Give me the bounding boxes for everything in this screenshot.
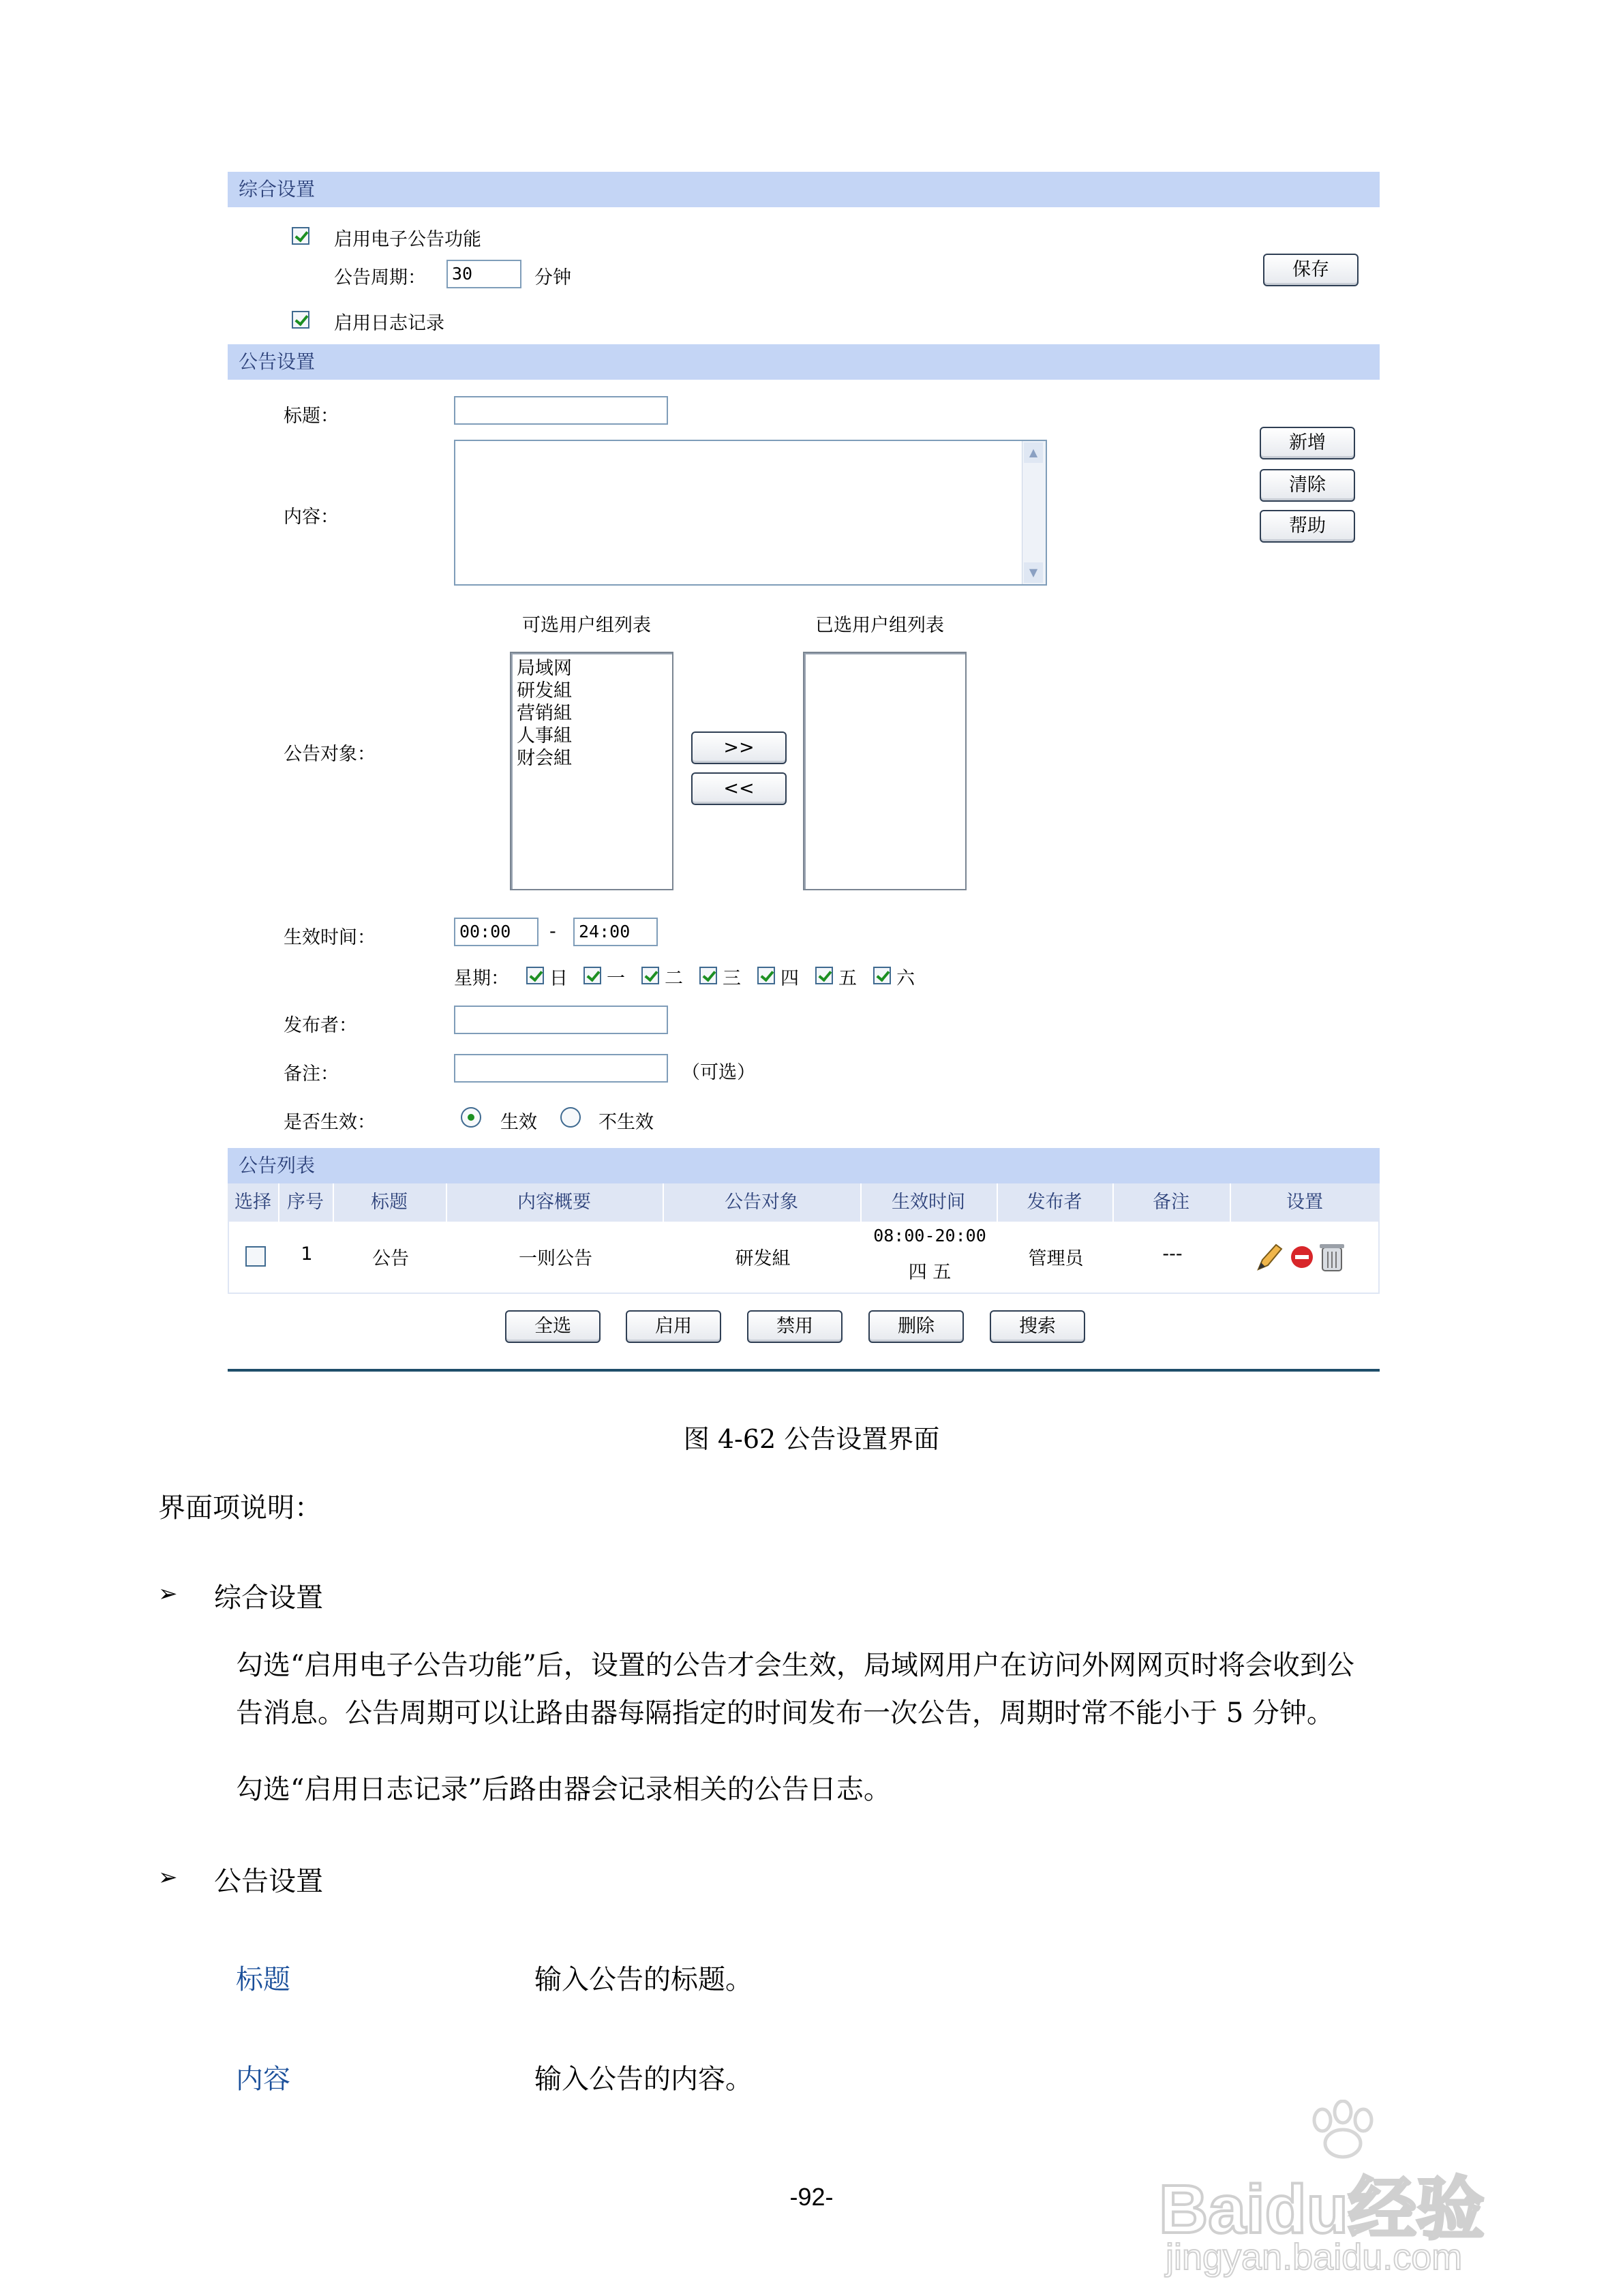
time-dash: - — [549, 921, 556, 942]
enable-button[interactable]: 启用 — [626, 1310, 721, 1343]
period-label: 公告周期： — [334, 267, 426, 288]
period-unit: 分钟 — [534, 267, 571, 288]
col-target: 公告对象 — [663, 1183, 862, 1222]
list-section-header: 公告列表 — [228, 1148, 1380, 1183]
watermark-main: Baidu经验 — [1159, 2171, 1485, 2248]
move-right-button[interactable]: >> — [691, 731, 787, 764]
row-target: 研发組 — [735, 1248, 791, 1269]
available-list-label: 可选用户组列表 — [522, 615, 651, 636]
trash-icon[interactable] — [1320, 1244, 1344, 1271]
group-option[interactable]: 研发組 — [517, 680, 572, 701]
row-select-checkbox[interactable] — [245, 1246, 266, 1267]
section1-paragraph-line1: 勾选“启用电子公告功能”后，设置的公告才会生效，局域网用户在访问外网网页时将会收到公 — [236, 1650, 1354, 1681]
section1-title: 综合设置 — [214, 1582, 323, 1614]
search-button[interactable]: 搜索 — [990, 1310, 1085, 1343]
col-remark: 备注 — [1112, 1183, 1231, 1222]
enable-log-label: 启用日志记录 — [334, 313, 444, 334]
enable-log-checkbox[interactable] — [292, 311, 309, 329]
time-label: 生效时间： — [284, 927, 376, 948]
section2-title: 公告设置 — [214, 1866, 323, 1897]
weekday-mon-checkbox[interactable] — [583, 967, 601, 984]
clear-button[interactable]: 清除 — [1260, 469, 1355, 502]
section1-paragraph2: 勾选“启用日志记录”后路由器会记录相关的公告日志。 — [236, 1774, 891, 1805]
general-section-header: 综合设置 — [228, 172, 1380, 207]
enable-bulletin-checkbox[interactable] — [292, 227, 309, 245]
content-label: 内容： — [284, 507, 339, 528]
group-option[interactable]: 局域网 — [517, 658, 572, 679]
row-days: 四 五 — [908, 1262, 952, 1283]
enable-bulletin-label: 启用电子公告功能 — [334, 229, 481, 250]
weekday-name: 日 — [549, 968, 568, 989]
effective-label: 是否生效： — [284, 1112, 376, 1133]
page-number: -92- — [789, 2183, 834, 2211]
title-input[interactable] — [454, 396, 668, 425]
col-settings: 设置 — [1286, 1192, 1323, 1213]
row-title: 公告 — [372, 1248, 409, 1269]
weekday-name: 二 — [665, 968, 683, 989]
row-actions — [1253, 1239, 1355, 1275]
weekday-name: 四 — [780, 968, 799, 989]
table-row — [228, 1222, 1380, 1294]
col-summary: 内容概要 — [446, 1183, 664, 1222]
weekday-name: 六 — [896, 968, 915, 989]
term-title: 标题 — [236, 1964, 290, 1995]
effective-on-radio[interactable] — [461, 1107, 481, 1128]
group-option[interactable]: 人事組 — [517, 725, 572, 746]
watermark-sub: jingyan.baidu.com — [1166, 2237, 1463, 2278]
save-button[interactable]: 保存 — [1263, 254, 1359, 286]
bullet-arrow-icon: ➢ — [158, 1580, 178, 1607]
remark-label: 备注： — [284, 1063, 339, 1085]
bulletin-section-header: 公告设置 — [228, 344, 1380, 380]
figure-caption: 图 4-62 公告设置界面 — [683, 1424, 940, 1454]
col-time: 生效时间 — [860, 1183, 998, 1222]
bullet-arrow-icon: ➢ — [158, 1864, 178, 1891]
edit-icon[interactable] — [1258, 1245, 1281, 1269]
weekday-sun-checkbox[interactable] — [526, 967, 544, 984]
delete-button[interactable]: 删除 — [868, 1310, 964, 1343]
time-end-input[interactable]: 24:00 — [573, 918, 658, 946]
textarea-scrollbar[interactable] — [1022, 441, 1046, 584]
baidu-watermark — [1159, 2100, 1541, 2277]
weekday-thu-checkbox[interactable] — [757, 967, 775, 984]
publisher-input[interactable] — [454, 1006, 668, 1034]
col-publisher: 发布者 — [997, 1183, 1114, 1222]
disable-button[interactable]: 禁用 — [747, 1310, 843, 1343]
intro-text: 界面项说明： — [158, 1492, 322, 1524]
col-title: 标题 — [333, 1183, 447, 1222]
disable-icon[interactable] — [1291, 1246, 1313, 1268]
remark-hint: （可选） — [682, 1062, 755, 1083]
effective-off-radio[interactable] — [560, 1107, 581, 1128]
col-index: 序号 — [278, 1183, 334, 1222]
group-option[interactable]: 财会組 — [517, 748, 572, 769]
effective-on-label: 生效 — [500, 1112, 537, 1133]
row-time: 08:00-20:00 — [873, 1226, 986, 1245]
weekday-tue-checkbox[interactable] — [641, 967, 659, 984]
effective-off-label: 不生效 — [598, 1112, 654, 1133]
term-title-desc: 输入公告的标题。 — [534, 1964, 753, 1995]
selected-groups-list[interactable] — [803, 652, 967, 890]
term-content: 内容 — [236, 2064, 290, 2095]
panel-bottom-rule — [228, 1369, 1380, 1372]
scroll-down-icon[interactable]: ▼ — [1024, 562, 1043, 583]
select-all-button[interactable]: 全选 — [505, 1310, 601, 1343]
time-start-input[interactable]: 00:00 — [454, 918, 539, 946]
term-content-desc: 输入公告的内容。 — [534, 2064, 753, 2095]
weekday-label: 星期： — [454, 968, 509, 989]
paw-icon — [1302, 2100, 1384, 2161]
weekday-sat-checkbox[interactable] — [873, 967, 891, 984]
target-label: 公告对象： — [284, 744, 376, 765]
weekday-name: 一 — [607, 968, 625, 989]
section1-paragraph-line2: 告消息。公告周期可以让路由器每隔指定的时间发布一次公告，周期时常不能小于 5 分钟。 — [236, 1697, 1334, 1729]
content-textarea[interactable] — [454, 440, 1047, 586]
group-option[interactable]: 营销組 — [517, 703, 572, 724]
selected-list-label: 已选用户组列表 — [815, 615, 944, 636]
weekday-name: 五 — [838, 968, 857, 989]
add-button[interactable]: 新增 — [1260, 427, 1355, 459]
title-label: 标题： — [284, 406, 339, 427]
scroll-up-icon[interactable]: ▲ — [1024, 442, 1043, 463]
weekday-fri-checkbox[interactable] — [815, 967, 833, 984]
row-summary: 一则公告 — [519, 1248, 592, 1269]
remark-input[interactable] — [454, 1054, 668, 1083]
row-publisher: 管理员 — [1028, 1248, 1084, 1269]
publisher-label: 发布者： — [284, 1015, 357, 1036]
help-button[interactable]: 帮助 — [1260, 510, 1355, 543]
row-index: 1 — [301, 1243, 313, 1265]
available-groups-list[interactable] — [510, 652, 673, 890]
col-select: 选择 — [228, 1183, 279, 1222]
move-left-button[interactable]: << — [691, 772, 787, 805]
row-remark: --- — [1162, 1243, 1183, 1265]
weekday-name: 三 — [723, 968, 741, 989]
period-input[interactable]: 30 — [446, 260, 521, 288]
weekday-wed-checkbox[interactable] — [699, 967, 717, 984]
